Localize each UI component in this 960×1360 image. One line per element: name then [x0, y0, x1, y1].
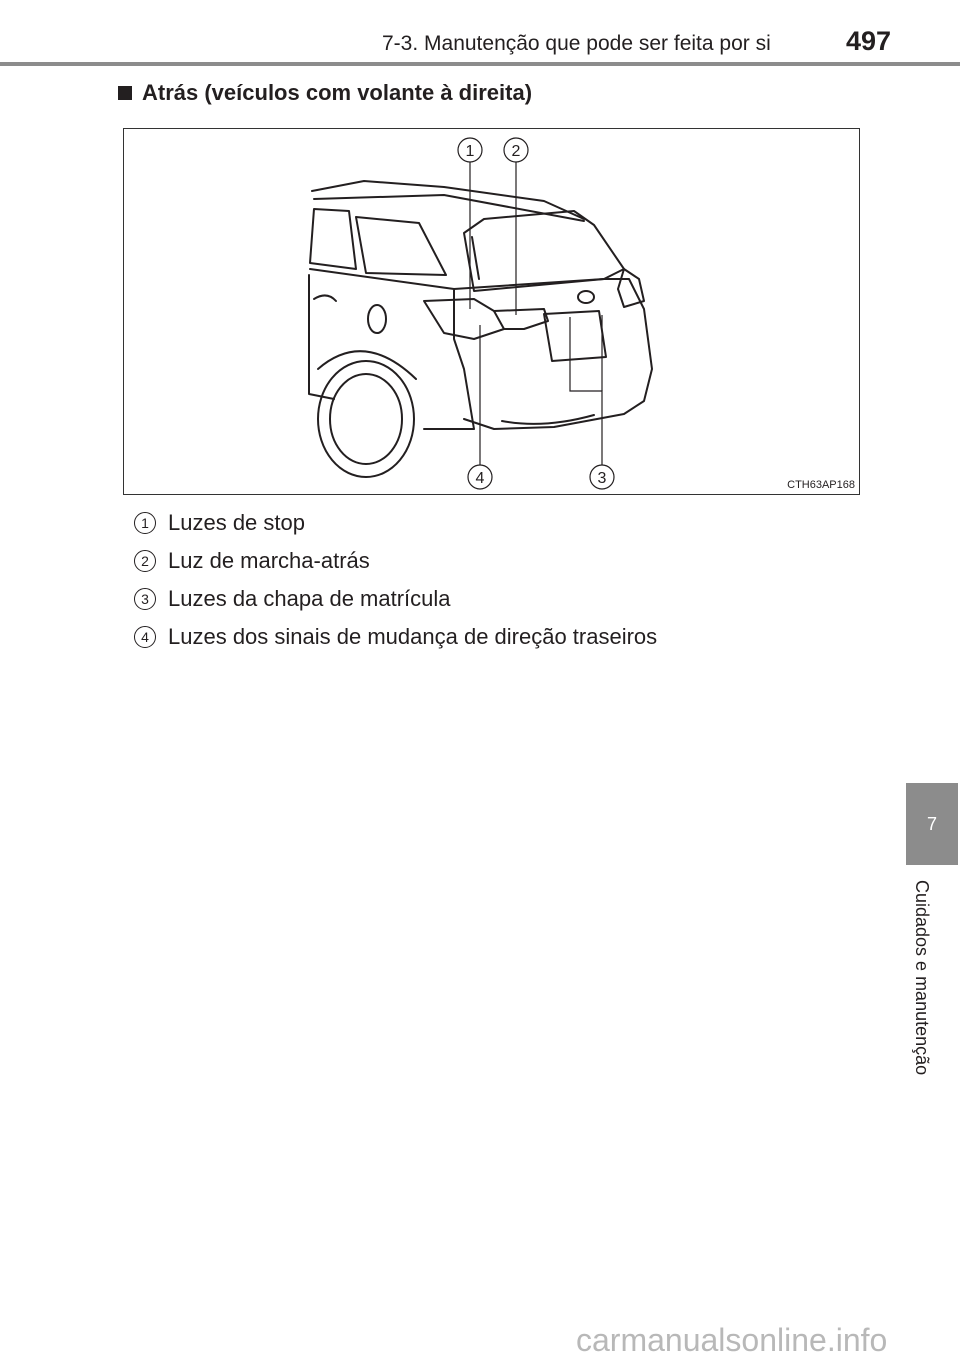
callout-label-1: 1	[465, 143, 475, 160]
section-heading-text: Atrás (veículos com volante à direita)	[142, 80, 533, 105]
car-rear-figure	[123, 128, 860, 495]
page-number: 497	[846, 26, 892, 56]
header-title: 7-3. Manutenção que pode ser feita por si	[382, 32, 771, 55]
legend-item	[134, 618, 657, 656]
legend-label: Luzes de stop	[168, 510, 305, 535]
square-bullet-icon	[118, 86, 132, 100]
callout-label-2: 2	[511, 143, 521, 160]
chapter-label: Cuidados e manutenção	[912, 880, 932, 1076]
legend-list	[134, 504, 657, 656]
callout-label-4: 4	[475, 470, 485, 487]
figure-code: CTH63AP168	[787, 479, 855, 491]
callout-label-3: 3	[597, 470, 607, 487]
legend-label: Luz de marcha-atrás	[168, 548, 370, 573]
legend-number: 3	[134, 588, 156, 610]
legend-item	[134, 542, 657, 580]
legend-label: Luzes da chapa de matrícula	[168, 586, 451, 611]
legend-number: 1	[134, 512, 156, 534]
car-rear-illustration	[124, 129, 861, 496]
legend-item	[134, 504, 657, 542]
section-heading	[118, 80, 532, 106]
legend-label: Luzes dos sinais de mudança de direção traseiros	[168, 624, 658, 649]
legend-number: 4	[134, 626, 156, 648]
legend-item	[134, 580, 657, 618]
watermark: carmanualsonline.info	[576, 1322, 888, 1358]
chapter-tab: 7	[906, 783, 958, 865]
header-divider	[0, 62, 960, 66]
legend-number: 2	[134, 550, 156, 572]
